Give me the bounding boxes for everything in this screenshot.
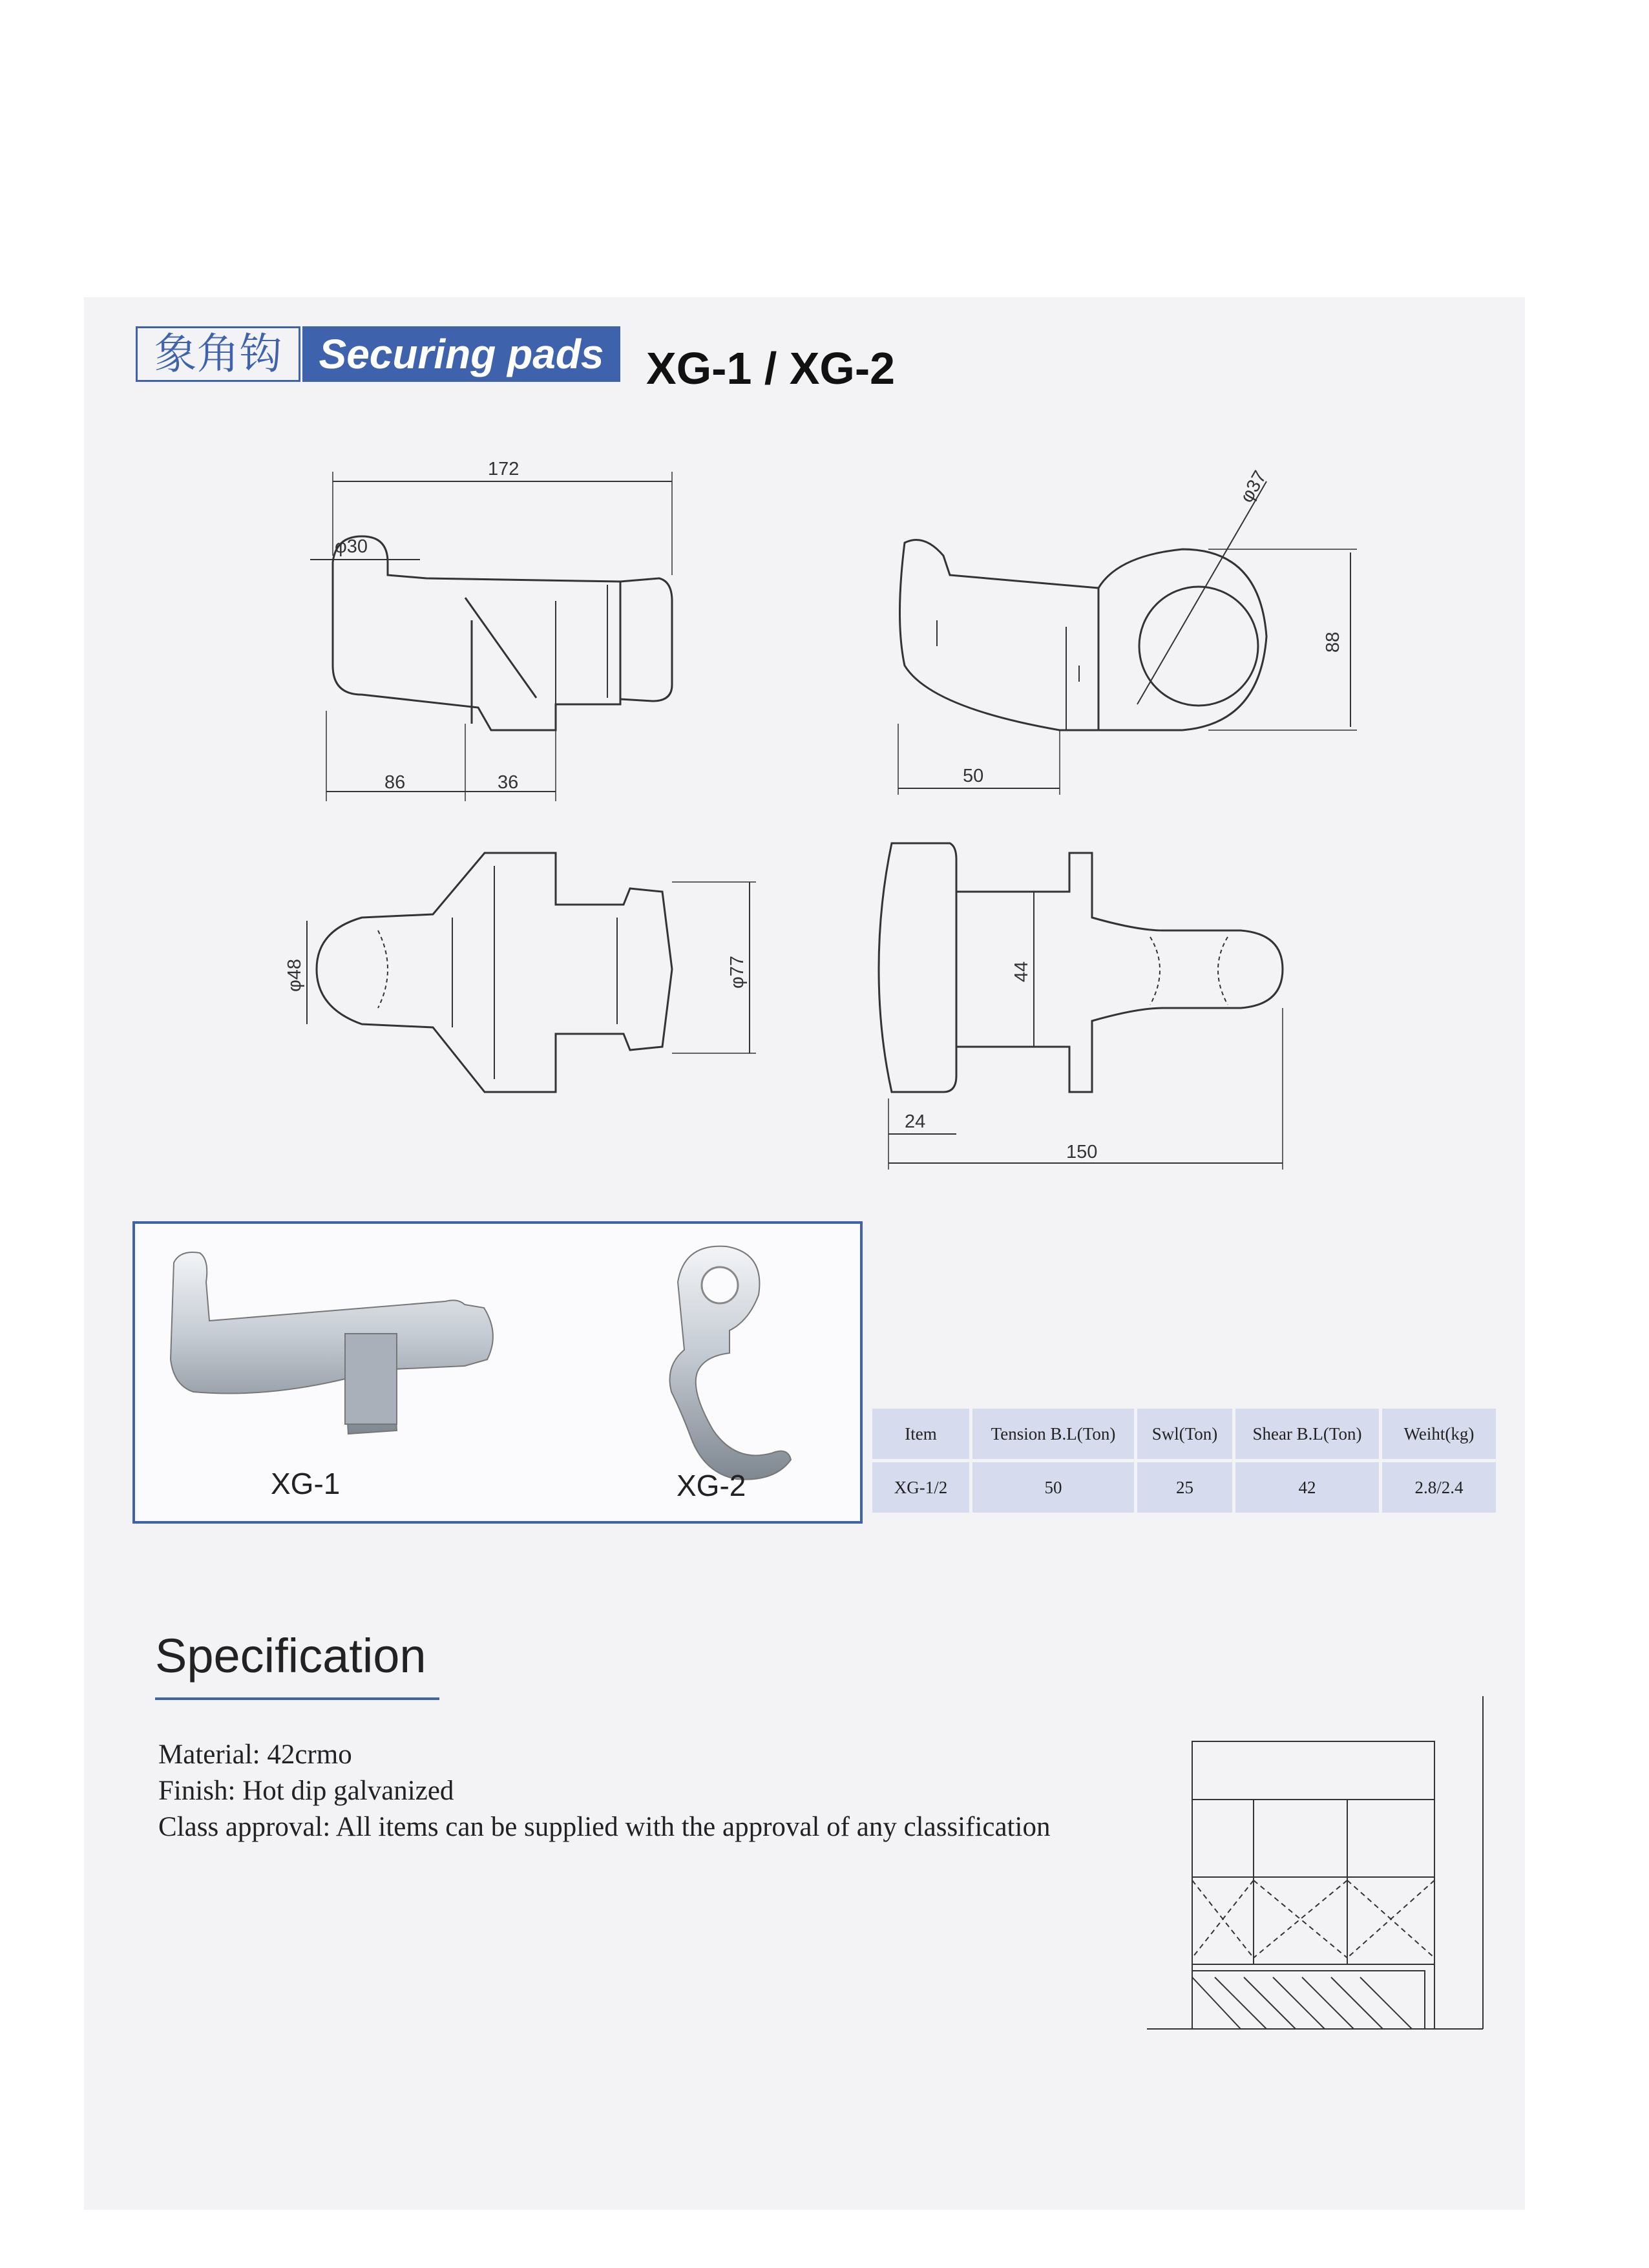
title-chinese: 象角钩	[136, 326, 300, 382]
spec-body	[158, 1737, 1050, 1845]
dim-24: 24	[905, 1111, 926, 1132]
dim-48: φ48	[284, 958, 305, 992]
title-english: Securing pads	[302, 326, 620, 382]
product-photo-panel	[132, 1221, 863, 1524]
spec-material: Material: 42crmo	[158, 1739, 352, 1770]
spec-heading: Specification	[155, 1629, 426, 1683]
dim-30: φ30	[335, 536, 368, 557]
dim-44: 44	[1011, 961, 1032, 982]
spec-finish: Finish: Hot dip galvanized	[158, 1776, 454, 1806]
table-cell: 50	[972, 1462, 1134, 1513]
dim-172: 172	[488, 459, 520, 479]
xg1-photo	[171, 1252, 493, 1434]
table-cell: 25	[1137, 1462, 1232, 1513]
photo-label-xg2: XG-2	[677, 1469, 746, 1502]
dim-50: 50	[963, 766, 984, 786]
table-header: Tension B.L(Ton)	[972, 1409, 1134, 1459]
model-title: XG-1 / XG-2	[646, 343, 896, 394]
container-stack-illustration	[1147, 1696, 1483, 2029]
spec-approval: Class approval: All items can be supplied with the approval of any classification	[158, 1812, 1051, 1842]
spec-underline	[155, 1697, 439, 1700]
dim-150: 150	[1066, 1142, 1098, 1162]
xg2-photo	[670, 1246, 792, 1480]
table-cell: 42	[1235, 1462, 1379, 1513]
spec-table	[869, 1405, 1499, 1516]
table-header: Swl(Ton)	[1137, 1409, 1232, 1459]
photo-label-xg1: XG-1	[271, 1467, 341, 1500]
table-header-row	[872, 1409, 1496, 1459]
view-top	[307, 853, 756, 1092]
dim-88: 88	[1323, 631, 1343, 653]
table-row	[872, 1462, 1496, 1513]
dim-77: φ77	[727, 955, 748, 989]
table-cell: XG-1/2	[872, 1462, 969, 1513]
view-side	[310, 472, 672, 801]
table-header: Shear B.L(Ton)	[1235, 1409, 1379, 1459]
dim-86: 86	[384, 772, 406, 793]
table-header: Item	[872, 1409, 969, 1459]
product-photos	[135, 1224, 860, 1521]
view-eye	[898, 481, 1357, 795]
view-top-2	[879, 843, 1283, 1170]
table-header: Weiht(kg)	[1382, 1409, 1496, 1459]
table-cell: 2.8/2.4	[1382, 1462, 1496, 1513]
dim-36: 36	[498, 772, 519, 793]
dim-37: φ37	[1236, 467, 1271, 507]
